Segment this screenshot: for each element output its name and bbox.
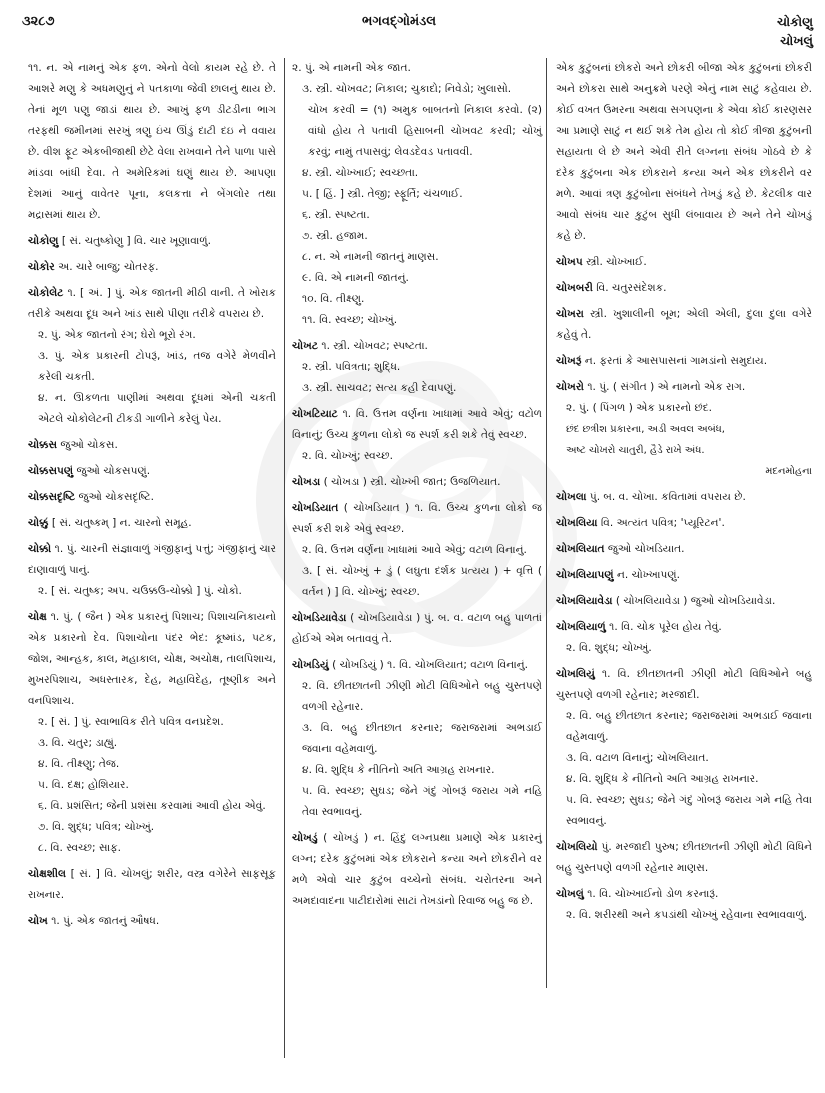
dictionary-entry (28, 257, 276, 278)
dictionary-entry (556, 58, 812, 247)
sense-definition: ૭. સ્ત્રી. હજામ. (302, 230, 368, 242)
sense-definition: ૩. વિ. વટાળ વિનાનું; ચોખલિયાત. (566, 752, 709, 764)
headword: ચોખડિયાવેડા (292, 612, 347, 624)
dictionary-entry (292, 336, 542, 399)
sense-definition: ૨. વિ. ચોખ્ખું; સ્વચ્છ. (302, 450, 393, 462)
headword: ચોખડું (292, 832, 318, 844)
dictionary-entry (556, 513, 812, 534)
dictionary-entry (28, 283, 276, 430)
sense-definition: જુઓ ચોકસદૃષ્ટિ. (78, 491, 154, 503)
sense-definition: ( ચોખડિયાત ) ૧. વિ. ઉચ્ચ કુળના લોકો જ સ્પર્શ કરી શકે એવું સ્વચ્છ. (292, 502, 542, 535)
sense-definition: ૬. વિ. પ્રશંસિત; જેની પ્રશંસા કરવામાં આવી હોય એવું. (38, 800, 266, 812)
sense-definition: ૩. પું. એક પ્રકારની ટોપરૂં, ખાંડ, તજ વગેરે મેળવીને કરેલી ચકતી. (38, 350, 276, 383)
sense-definition: ૪. સ્ત્રી. ચોખ્ખાઈ; સ્વચ્છતા. (302, 167, 419, 179)
sense-definition: અ. ચારે બાજુ; ચોતરફ. (58, 261, 159, 273)
dictionary-entry (292, 655, 542, 823)
headword: ચોક્ષશીલ (28, 868, 67, 880)
sense-definition: ૨. વિ. ઉત્તમ વર્ણના ખાધામાં આવે એવું; વટાળ વિનાનું. (302, 544, 527, 556)
headword: ચોક્કસદૃષ્ટિ (28, 491, 76, 503)
headword: ચોખલિયાવેડા (556, 595, 613, 607)
guide-words (777, 12, 813, 50)
sense-definition: ૧. વિ. ચોખ્ખાઈનો ડોળ કરનારૂં. (587, 888, 719, 900)
page-header (0, 0, 825, 52)
sense-definition: ૧. વિ. ચોક પૂરેલ હોય તેવું. (609, 621, 722, 633)
headword: ચોખલિયાપણું (556, 569, 614, 581)
sense-definition: ૧. પું. ચારની સંજ્ઞાવાળું ગંજીફાનું પત્તું; ગંજીફાનું ચાર દાણાવાળું પાનું. (28, 543, 276, 576)
sense-definition: ( ચોખડિયાવેડા ) પું. બ. વ. વટાળ બહુ પાળતાં હોઈએ એમ બતાવવું તે. (292, 612, 542, 645)
sense-definition: સ્ત્રી. ચોખ્ખાઈ. (586, 256, 647, 268)
sense-definition: ૨. પું. એક જાતનો રંગ; ઘેરો ભૂરો રંગ. (38, 329, 196, 341)
dictionary-entry (556, 252, 812, 273)
headword: ચોખરૂં (556, 355, 582, 367)
sense-definition: ૧. વિ. છીતછાતની ઝીણી મોટી વિધિઓને બહુ ચુસ્તપણે વળગી રહેનાર; મરજાદી. (556, 668, 812, 701)
sense-definition: ૧૧. વિ. સ્વચ્છ; ચોખ્ખું. (302, 314, 398, 326)
dictionary-entry (28, 231, 276, 252)
dictionary-entry (292, 498, 542, 603)
sense-definition: ( ચોખડિયું ) ૧. વિ. ચોખલિયાત; વટાળ વિનાનું. (332, 659, 529, 671)
sense-definition: જુઓ ચોખડિયાત. (607, 543, 685, 555)
dictionary-entry (292, 608, 542, 650)
sense-definition: ( ચોખડા ) સ્ત્રી. ચોખ્ખી જાત; ઉજળિયાત. (323, 476, 501, 488)
sense-definition: ૧. [ અં. ] પું. એક જાતની મીઠી વાની. તે ખોરાક તરીકે અથવા દૂધ અને ખાંડ સાથે પીણા તરીકે વપરાય છે. (28, 287, 276, 320)
sense-definition: ૫. વિ. દક્ષ; હોશિયાર. (38, 779, 129, 791)
headword: ચોખબરી (556, 282, 593, 294)
dictionary-entry (556, 278, 812, 299)
dictionary-entry (28, 435, 276, 456)
sense-definition: ૨. [ સં. ] પું. સ્વાભાવિક રીતે પવિત્ર વનપ્રદેશ. (38, 716, 224, 728)
sense-definition: ૯. વિ. એ નામની જાતનું. (302, 272, 409, 284)
sense-definition: ૨. વિ. શરીરથી અને કપડાંથી ચોખ્ખું રહેવાના સ્વભાવવાળું. (566, 909, 808, 921)
sense-definition: જુઓ ચોકસ. (60, 439, 118, 451)
dictionary-entry (292, 472, 542, 493)
headword: ચોખડા (292, 476, 321, 488)
sense-definition: ૧. પું. ( જૈન ) એક પ્રકારનું પિશાચ; પિશાચનિકાયનો એક પ્રકારનો દેવ. પિશાચોના પંદર ભેદ: કૂષ્માંડ, પટક, જોશ, આન્હક, કાલ, મહાકાલ, ચોક્ષ, અચોક્ષ, તાલપિશાચ, મુખરપિશાચ, અધસ્તારક, દેહ, મહાવિદેહ, તૂષ્ણીક અને વનપિશાચ. (28, 611, 276, 707)
sense-definition: ૨. વિ. બહુ છીતછાત કરનાર; જરાજરામાં અભડાઈ જવાના વહેમવાળું. (566, 710, 812, 743)
sense-definition: ૮. વિ. સ્વચ્છ; સાફ. (38, 842, 122, 854)
sense-definition: ૧. પું. ( સંગીત ) એ નામનો એક રાગ. (587, 381, 746, 393)
dictionary-entry (556, 487, 812, 508)
sense-definition: ૩. સ્ત્રી. ચોખવટ; નિકાલ; ચુકાદો; નિવેડો; ખુલાસો. (302, 83, 512, 95)
headword: ચોખલિયું (556, 668, 595, 680)
headword: ચોક્કસ (28, 439, 58, 451)
sense-definition: [ સં. ચતુષ્કોણુ ] વિ. ચાર ખૂણાવાળું. (61, 235, 212, 247)
sense-definition: સ્ત્રી. ખુશાલીની બૂમ; એલી એલી, દુલા દુલા વગેરે કહેવું તે. (556, 308, 812, 341)
headword: ચોખરો (556, 381, 584, 393)
dictionary-entry (28, 911, 276, 932)
dictionary-entry (292, 58, 542, 331)
sense-definition: ન. ફરતાં કે આસપાસનાં ગામડાંનો સમુદાય. (584, 355, 768, 367)
dictionary-entry (556, 539, 812, 560)
dictionary-entry (556, 617, 812, 659)
headword: ચોખટ (292, 340, 318, 352)
sense-definition: પું. બ. વ. ચોખા. કવિતામાં વપરાય છે. (589, 491, 746, 503)
sense-definition: ૩. વિ. બહુ છીતછાત કરનાર; જરાજરામાં અભડાઈ જવાના વહેમવાળું. (302, 722, 542, 755)
sense-definition: ૫. વિ. સ્વચ્છ; સુઘડ; જેને ગંદું ગોબરૂં જરાય ગમે નહિ તેવા સ્વભાવનું. (302, 785, 542, 818)
dictionary-entry (28, 487, 276, 508)
sense-definition: ૨. વિ. છીતછાતની ઝીણી મોટી વિધિઓને બહુ ચુસ્તપણે વળગી રહેનાર. (302, 680, 542, 713)
dictionary-entry (28, 864, 276, 906)
guide-word-last: ચોખલું (780, 33, 813, 48)
dictionary-entry (556, 565, 812, 586)
headword: ચોક્કું (28, 517, 49, 529)
sense-definition: ૧. પું. એક જાતનું ઔષધ. (51, 915, 160, 927)
column-3 (556, 58, 812, 931)
sense-definition: એક કુટુંબનાં છોકરો અને છોકરી બીજા એક કુટુંબનાં છોકરી અને છોકરા સાથે અનુક્રમે પરણે એનું નામ સાટું કહેવાય છે. કોઈ વખત ઉમરના અથવા સગપણના કે એવા કોઈ કારણસર આ પ્રમાણે સાટું ન થઈ શકે તેમ હોય તો કોઈ ત્રીજા કુટુંબની સહાયતા લે છે અને એવી રીતે લગ્નના સંબંધ ગોઠવે છે કે દરેક કુટુંબના એક છોકરાને કન્યા અને એક છોકરીને વર મળે. આવાં ત્રણ કુટુંબોના સંબંધને તેખડું કહે છે. કેટલીક વાર આવો સંબંધ ચાર કુટુંબ સુધી લંબાવાય છે અને તેને ચોખડું કહે છે. (556, 62, 812, 242)
sense-definition: ( ચોખલિયાવેડા ) જુઓ ચોખડિયાવેડા. (615, 595, 776, 607)
headword: ચોકોણુ (28, 235, 59, 247)
dictionary-entry (556, 664, 812, 832)
sense-definition: ૨. સ્ત્રી. પવિત્રતા; શુદ્ધિ. (302, 361, 401, 373)
headword: ચોખ (28, 915, 48, 927)
sense-definition: ૪. ન. ઊકળતા પાણીમાં અથવા દૂધમાં એની ચકતી એટલે ચોકોલેટની ટીકડી ગાળીને કરેલું પેય. (38, 392, 276, 425)
sense-definition: પું. મરજાદી પુરુષ; છીતછાતની ઝીણી મોટી વિધિને બહુ ચુસ્તપણે વળગી રહેનાર માણસ. (556, 841, 812, 874)
dictionary-entry (292, 828, 542, 912)
headword: ચોખપ (556, 256, 583, 268)
page-number: ૩૨૮૭ (22, 14, 55, 29)
sense-definition: [ સં. ચતુષ્કમ્ ] ન. ચારનો સમૂહ. (51, 517, 192, 529)
sense-definition: ૩. સ્ત્રી. સાચવટ; સત્ય કહી દેવાપણું. (302, 382, 457, 394)
sense-definition: ૧૦. વિ. તીક્ષ્ણુ. (302, 293, 365, 305)
dictionary-entry (556, 304, 812, 346)
sense-definition: [ સં. ] વિ. ચોખલું; શરીર, વસ્ત્ર વગેરેને સાફસૂફ રાખનાર. (28, 868, 276, 901)
headword: ચોખરા (556, 308, 584, 320)
headword: ચોકોલેટ (28, 287, 64, 299)
sense-definition: વિ. ચતુરસંદેશક. (596, 282, 667, 294)
dictionary-entry (28, 58, 276, 226)
headword: ચોખલિયા (556, 517, 598, 529)
column-2 (292, 58, 542, 917)
headword: ચોકોર (28, 261, 55, 273)
sense-definition: ૩. વિ. ચતુર; ડાહ્યું. (38, 737, 118, 749)
verse-attribution: મદનમોહના (765, 466, 812, 477)
sense-definition: ૫. વિ. સ્વચ્છ; સુઘડ; જેને ગંદું ગોબરૂં જરાય ગમે નહિ તેવા સ્વભાવનું. (566, 794, 812, 827)
verse-line: છંદ છત્રીશ પ્રકારના, અડી અવલ અબંધ, (566, 424, 725, 435)
book-title: ભગવદ્ગોમંડલ (362, 14, 437, 29)
sense-definition: જુઓ ચોકસપણું. (76, 465, 151, 477)
headword: ચોક્કસપણું (28, 465, 74, 477)
verse-line: અષ્ટ ચોખરો ચાતુરી, હૈડે રાખે અંધ. (566, 445, 705, 456)
sense-definition: ૧. વિ. ઉત્તમ વર્ણના ખાધામાં આવે એવું; વટોળ વિનાનું; ઉચ્ચ કુળના લોકો જ સ્પર્શ કરી શકે તેવું સ્વચ્છ. (292, 408, 543, 441)
headword: ચોખટિયાટ (292, 408, 338, 420)
sense-definition: ૧. સ્ત્રી. ચોખવટ; સ્પષ્ટતા. (321, 340, 428, 352)
headword: ચોખડિયાત (292, 502, 339, 514)
headword: ચોક્કો (28, 543, 52, 555)
sense-definition: ૭. વિ. શુદ્ધ; પવિત્ર; ચોખ્ખું. (38, 821, 155, 833)
column-1 (28, 58, 276, 937)
dictionary-entry (556, 591, 812, 612)
sense-definition: ૬. સ્ત્રી. સ્પષ્ટતા. (302, 209, 370, 221)
sense-definition: ૪. વિ. તીક્ષ્ણુ; તેજ. (38, 758, 120, 770)
headword: ચોખલિયાળું (556, 621, 606, 633)
headword: ચોખડિયું (292, 659, 329, 671)
sense-definition: ૨. [ સં. ચતુષ્ક; અપ. ચઉક્કઉ-ચોક્કો ] પું. ચોકો. (38, 585, 242, 597)
sense-definition: ૨. પું. ( પિંગળ ) એક પ્રકારનો છંદ. (566, 402, 713, 414)
headword: ચોખલા (556, 491, 587, 503)
dictionary-entry (556, 837, 812, 879)
usage-example: ચોખ કરવી = (૧) અમુક બાબતનો નિકાલ કરવો. (૨) વાંધો હોય તે પતાવી હિસાબની ચોખવટ કરવી; ચોખું કરવું; નામું તપાસવું; લેવડદેવડ પતાવવી. (308, 104, 542, 158)
dictionary-entry (556, 351, 812, 372)
sense-definition: ૩. [ સં. ચોખ્ખું + ડું ( લઘુતા દર્શક પ્રત્યય ) + વૃત્તિ ( વર્તન ) ] વિ. ચોખ્ખું; સ્વચ્છ. (302, 565, 542, 598)
dictionary-entry (556, 884, 812, 926)
sense-definition: વિ. અત્યંત પવિત્ર; 'પ્યૂરિટન'. (600, 517, 725, 529)
dictionary-entry (292, 404, 542, 467)
headword: ચોખલું (556, 888, 584, 900)
sense-definition: ૮. ન. એ નામની જાતનું માણસ. (302, 251, 439, 263)
guide-word-first: ચોકોણુ (777, 14, 813, 29)
sense-definition: ૨. પું. એ નામની એક જાત. (292, 62, 411, 74)
dictionary-entry (28, 461, 276, 482)
sense-definition: ન. ચોખ્ખાપણું. (617, 569, 680, 581)
dictionary-columns (0, 58, 825, 1088)
headword: ચોખલિયાત (556, 543, 605, 555)
sense-definition: ૧૧. ન. એ નામનું એક ફળ. એનો વેલો કાયમ રહે છે. તે આશરે મણુ કે અધમણુનું ને પતકાળા જેવી છાલનું થાય છે. તેનાં મૂળ પણુ જાડાં થાય છે. આખું ફળ ડીટડીના ભાગ તરફથી જમીનમાં સરખું ત્રણુ ઇંચ ઊંડું દાટી દઇ ને વવાય છે. વીશ ફૂટ એકબીજાથી છેટે વેલા રાખવાને તેને પાળા પાસે માંડવા બાંધી દેવા. તે અમેરિકમાં ઘણું થાય છે. આપણા દેશમાં આનું વાવેતર પૂના, કલકત્તા ને બેંગલોર તથા મદ્રાસમાં થાય છે. (28, 62, 276, 221)
dictionary-entry (28, 607, 276, 859)
dictionary-entry (28, 513, 276, 534)
sense-definition: ( ચોખડું ) ન. હિંદુ લગ્નપ્રથા પ્રમાણે એક પ્રકારનું લગ્ન; દરેક કુટુંબમાં એક છોકરાને કન્યા અને છોકરીને વર મળે એવો ચાર કુટુંબ વચ્ચેનો સંબંધ. ચરોતરના અને અમદાવાદના પાટીદારોમાં સાટાં તેખડાંનો રિવાજ બહુ જ છે. (292, 832, 542, 907)
headword: ચોક્ષ (28, 611, 47, 623)
sense-definition: ૪. વિ. શુદ્ધિ કે નીતિનો અતિ આગ્રહ રાખનાર. (302, 764, 495, 776)
sense-definition: ૪. વિ. શુદ્ધિ કે નીતિનો અતિ આગ્રહ રાખનાર. (566, 773, 759, 785)
dictionary-entry (556, 377, 812, 482)
sense-definition: ૨. વિ. શુદ્ધ; ચોખ્ખું. (566, 642, 652, 654)
headword: ચોખલિયો (556, 841, 598, 853)
sense-definition: ૫. [ હિં. ] સ્ત્રી. તેજી; સ્ફૂર્તિ; ચંચળાઈ. (302, 188, 463, 200)
dictionary-entry (28, 539, 276, 602)
